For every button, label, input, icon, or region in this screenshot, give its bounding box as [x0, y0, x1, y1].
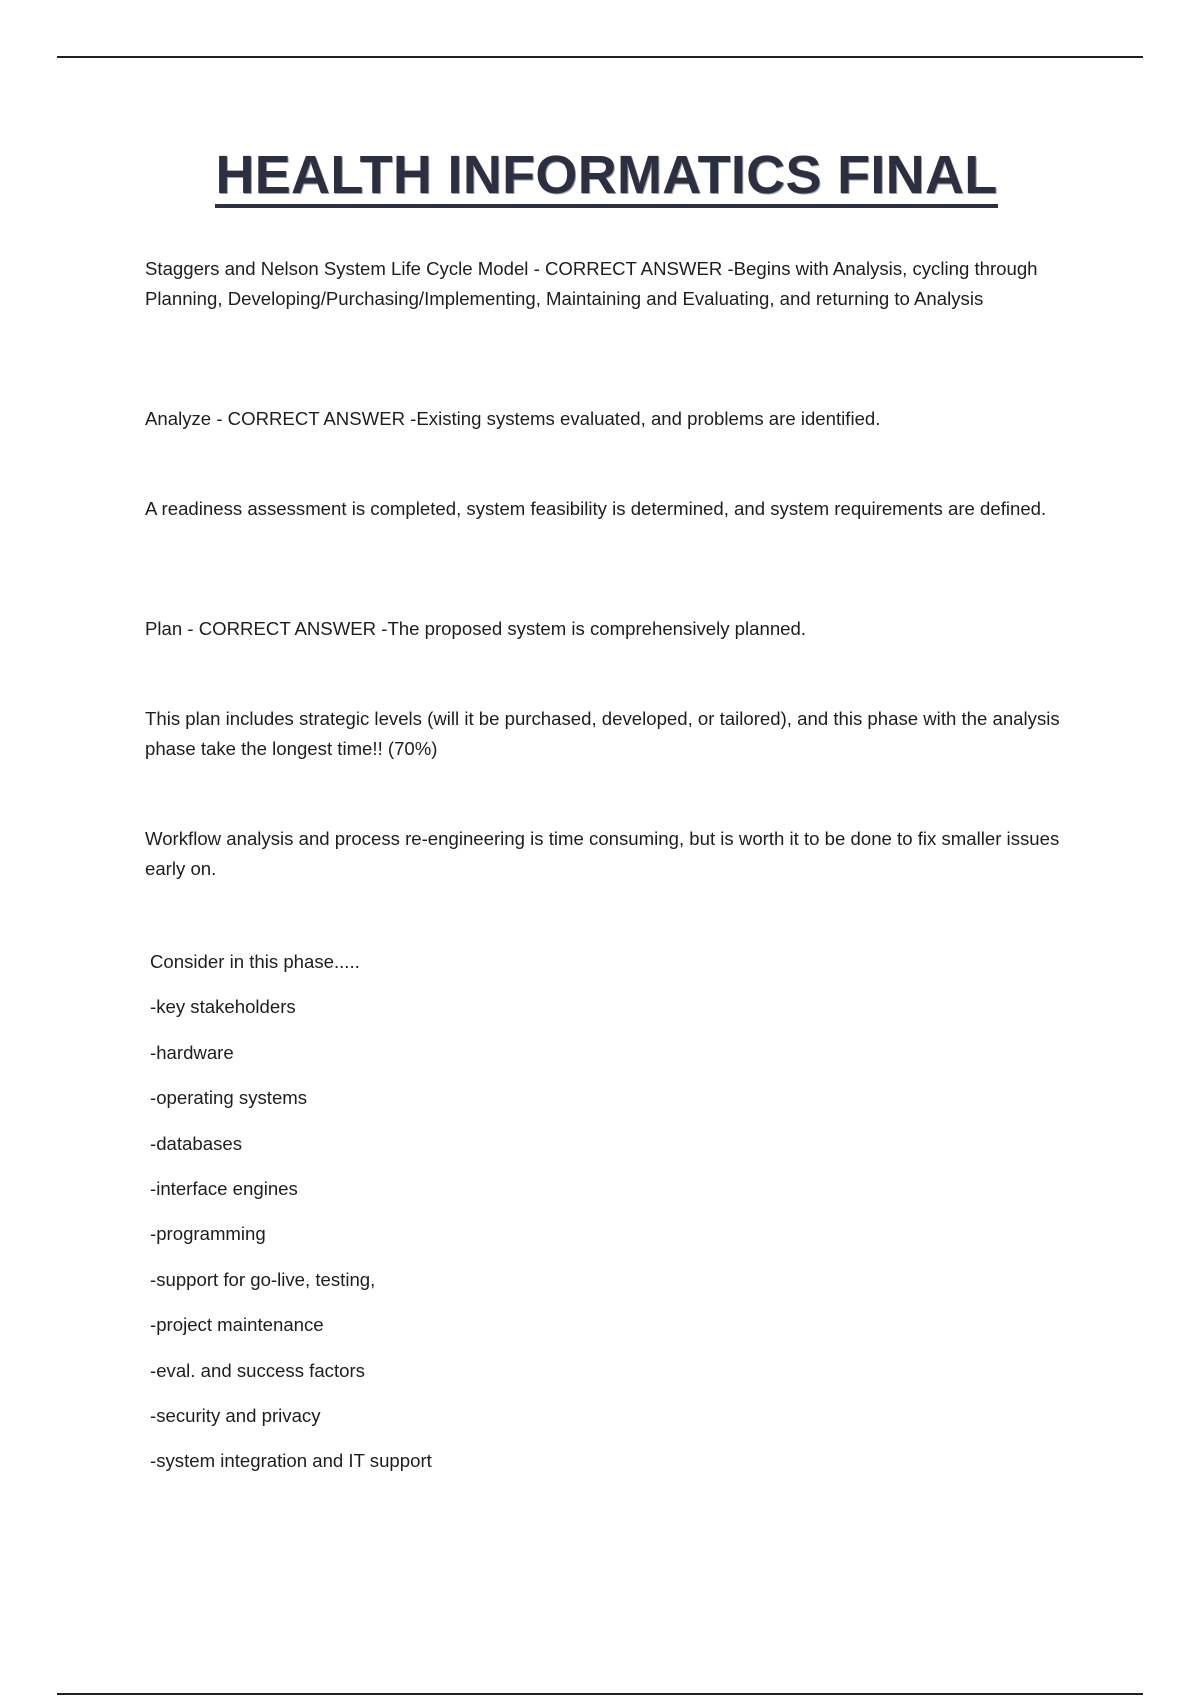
list-item: -key stakeholders — [150, 996, 296, 1018]
list-item: -project maintenance — [150, 1314, 324, 1336]
bottom-rule — [57, 1693, 1143, 1695]
paragraph-readiness-assessment: A readiness assessment is completed, system feasibility is determined, and system requirements are defined. — [145, 498, 1047, 519]
list-item: -support for go-live, testing, — [150, 1268, 376, 1290]
top-rule — [57, 56, 1143, 58]
document-title-text: HEALTH INFORMATICS FINAL — [215, 148, 997, 208]
paragraph-plan: Plan - CORRECT ANSWER -The proposed system is comprehensively planned. — [145, 618, 807, 639]
list-item: -security and privacy — [150, 1404, 321, 1426]
list-item: -databases — [150, 1132, 242, 1154]
consider-list-block — [150, 947, 850, 1492]
paragraph-life-cycle-model: Staggers and Nelson System Life Cycle Model - CORRECT ANSWER -Begins with Analysis, cycling through Planning, Developing/Purchasing/Implementing, Maintaining and Evaluating, and returning to Analysis — [145, 258, 1038, 309]
list-intro: Consider in this phase..... — [150, 951, 360, 972]
list-item: -eval. and success factors — [150, 1359, 365, 1381]
paragraph-workflow-analysis: Workflow analysis and process re-engineering is time consuming, but is worth it to be done to fix smaller issues early on. — [145, 828, 1060, 879]
paragraph-strategic-levels: This plan includes strategic levels (will it be purchased, developed, or tailored), and this phase with the analysis phase take the longest time!! (70%) — [145, 708, 1060, 759]
consider-list — [150, 992, 850, 1491]
paragraph-analyze: Analyze - CORRECT ANSWER -Existing systems evaluated, and problems are identified. — [145, 408, 881, 429]
document-title — [0, 145, 1200, 208]
list-item: -interface engines — [150, 1177, 298, 1199]
list-item: -operating systems — [150, 1087, 308, 1109]
list-item: -system integration and IT support — [150, 1450, 432, 1472]
list-item: -hardware — [150, 1041, 234, 1063]
list-item: -programming — [150, 1223, 266, 1245]
